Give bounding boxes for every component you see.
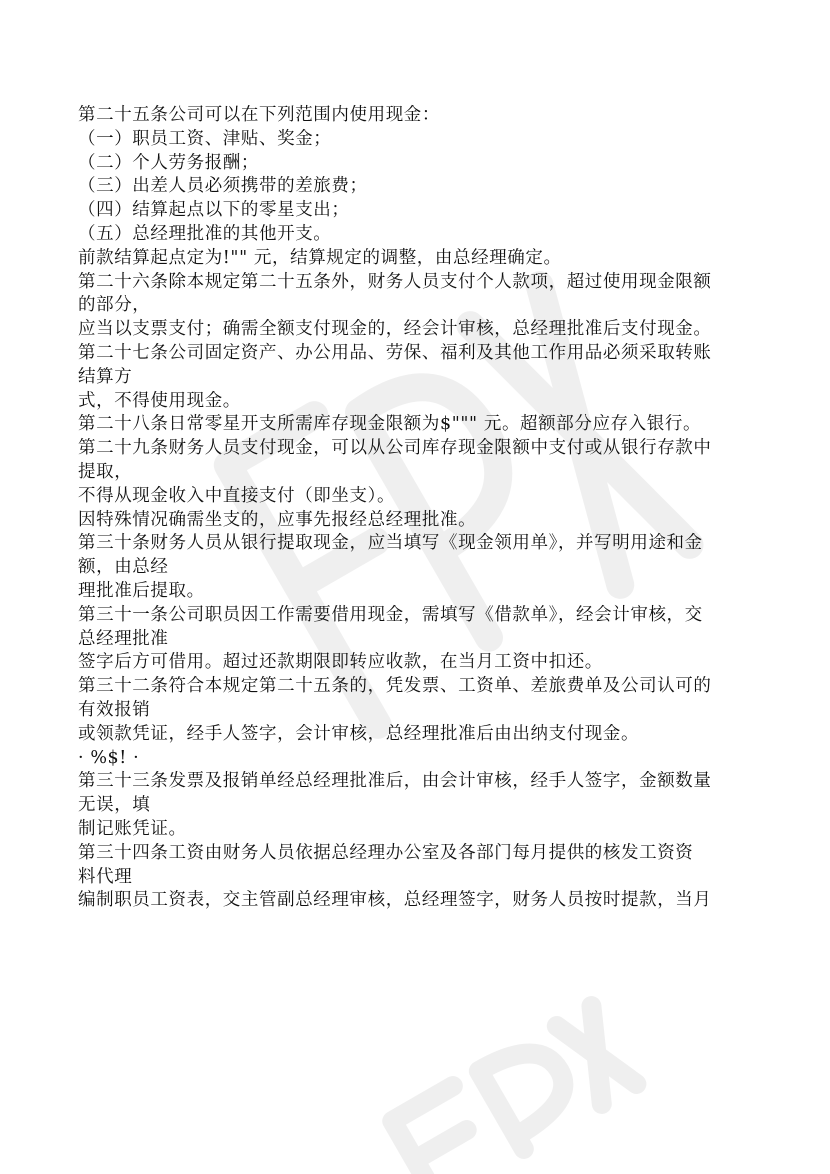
text-line: 编制职员工资表，交主管副总经理审核，总经理签字，财务人员按时提款，当月 [78, 890, 712, 911]
text-line: 无误，填 [78, 795, 151, 816]
text-line: （五）总经理批准的其他开支。 [78, 223, 332, 244]
text-line: 应当以支票支付；确需全额支付现金的，经会计审核，总经理批准后支付现金。 [78, 319, 712, 340]
text-line: 制记账凭证。 [78, 818, 187, 839]
text-line: 第二十九条财务人员支付现金，可以从公司库存现金限额中支付或从银行存款中 [78, 438, 712, 459]
text-line: · %$! · [78, 747, 140, 768]
text-line: 理批准后提取。 [78, 580, 205, 601]
text-line: 前款结算起点定为!"" 元，结算规定的调整，由总经理确定。 [78, 247, 562, 268]
text-line: 总经理批准 [78, 628, 169, 649]
text-line: （一）职员工资、津贴、奖金； [78, 128, 332, 149]
text-line: 第三十四条工资由财务人员依据总经理办公室及各部门每月提供的核发工资资 [78, 842, 694, 863]
text-line: 签字后方可借用。超过还款期限即转应收款，在当月工资中扣还。 [78, 652, 603, 673]
text-line: 第二十八条日常零星开支所需库存现金限额为$""" 元。超额部分应存入银行。 [78, 414, 702, 435]
text-line: 额，由总经 [78, 557, 169, 578]
text-line: 第三十一条公司职员因工作需要借用现金，需填写《借款单》，经会计审核，交 [78, 604, 703, 625]
document-body [78, 104, 758, 913]
text-line: 或领款凭证，经手人签字，会计审核，总经理批准后由出纳支付现金。 [78, 723, 640, 744]
text-line: 第二十七条公司固定资产、办公用品、劳保、福利及其他工作用品必须采取转账 [78, 342, 712, 363]
text-line: 有效报销 [78, 699, 151, 720]
text-line: 因特殊情况确需坐支的，应事先报经总经理批准。 [78, 509, 477, 530]
text-line: 结算方 [78, 366, 133, 387]
text-line: 第三十二条符合本规定第二十五条的，凭发票、工资单、差旅费单及公司认可的 [78, 676, 712, 697]
text-line: 不得从现金收入中直接支付（即坐支）。 [78, 485, 396, 506]
text-line: （四）结算起点以下的零星支出； [78, 200, 350, 221]
text-line: 第二十五条公司可以在下列范围内使用现金： [78, 105, 440, 125]
text-line: 第二十六条除本规定第二十五条外，财务人员支付个人款项，超过使用现金限额 [78, 271, 712, 292]
text-line: 第三十三条发票及报销单经总经理批准后，由会计审核，经手人签字，金额数量 [78, 771, 712, 792]
text-line: 第三十条财务人员从银行提取现金，应当填写《现金领用单》，并写明用途和金 [78, 533, 703, 554]
text-line: 料代理 [78, 866, 133, 887]
text-line: 提取， [78, 461, 133, 482]
watermark-image-bottom [365, 984, 655, 1174]
text-line: （二）个人劳务报酬； [78, 152, 259, 173]
text-line: 的部分， [78, 295, 151, 316]
text-line: 式，不得使用现金。 [78, 390, 241, 411]
text-line: （三）出差人员必须携带的差旅费； [78, 176, 368, 197]
